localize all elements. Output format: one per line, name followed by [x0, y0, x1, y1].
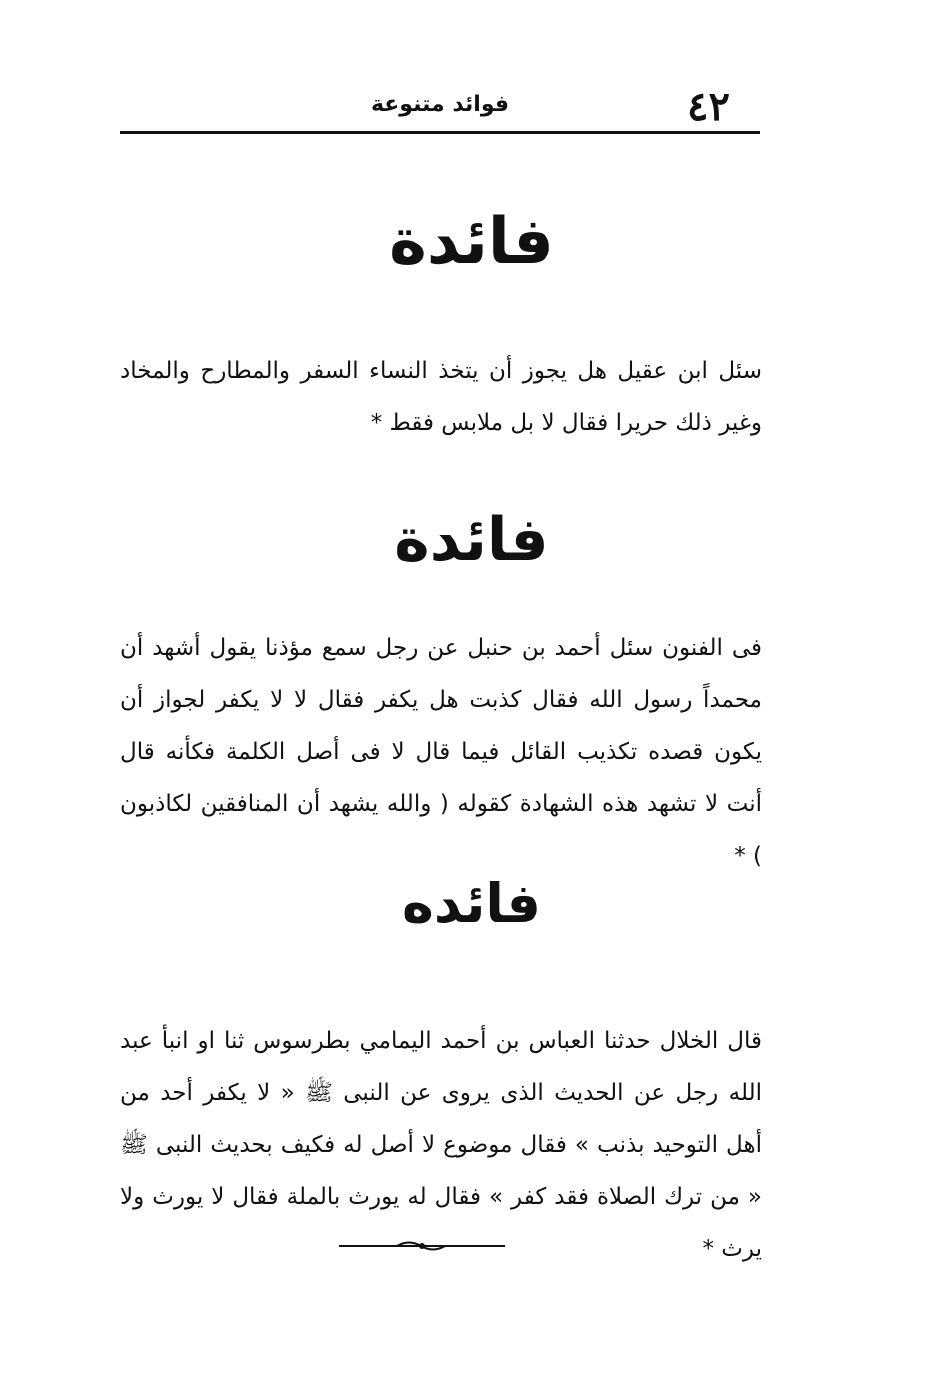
page-number: ٤٢ [687, 83, 730, 130]
header-rule [120, 131, 760, 134]
section-text-1: سئل ابن عقيل هل يجوز أن يتخذ النساء السفر والمطارح والمخاد وغير ذلك حريرا فقال لا بل ملابس فقط * [120, 358, 762, 436]
running-title: فوائد متنوعة [370, 92, 510, 117]
section-text-2: فى الفنون سئل أحمد بن حنبل عن رجل سمع مؤذنا يقول أشهد أن محمداً رسول الله فقال كذبت هل يكفر فقال لا لا يكفر لجواز أن يكون قصده تكذيب القائل فيما قال لا فى أصل الكلمة فكأنه قال أنت لا تشهد هذه الشهادة كقوله ( والله يشهد أن المنافقين لكاذبون ) * [120, 635, 762, 869]
running-header [120, 84, 760, 134]
section-heading-1: فائدة [389, 205, 554, 279]
section-heading-3: فائده [402, 872, 541, 935]
end-ornament [337, 1236, 507, 1256]
section-heading-2: فائدة [394, 505, 549, 575]
section-text-3: قال الخلال حدثنا العباس بن أحمد اليمامي بطرسوس ثنا او انبأ عبد الله رجل عن الحديث الذى يروى عن النبى ﷺ « لا يكفر أحد من أهل التوحيد بذنب » فقال موضوع لا أصل له فكيف بحديث النبى ﷺ « من ترك الصلاة فقد كفر » فقال له يورث بالملة فقال لا يورث ولا يرث * [120, 1028, 762, 1262]
